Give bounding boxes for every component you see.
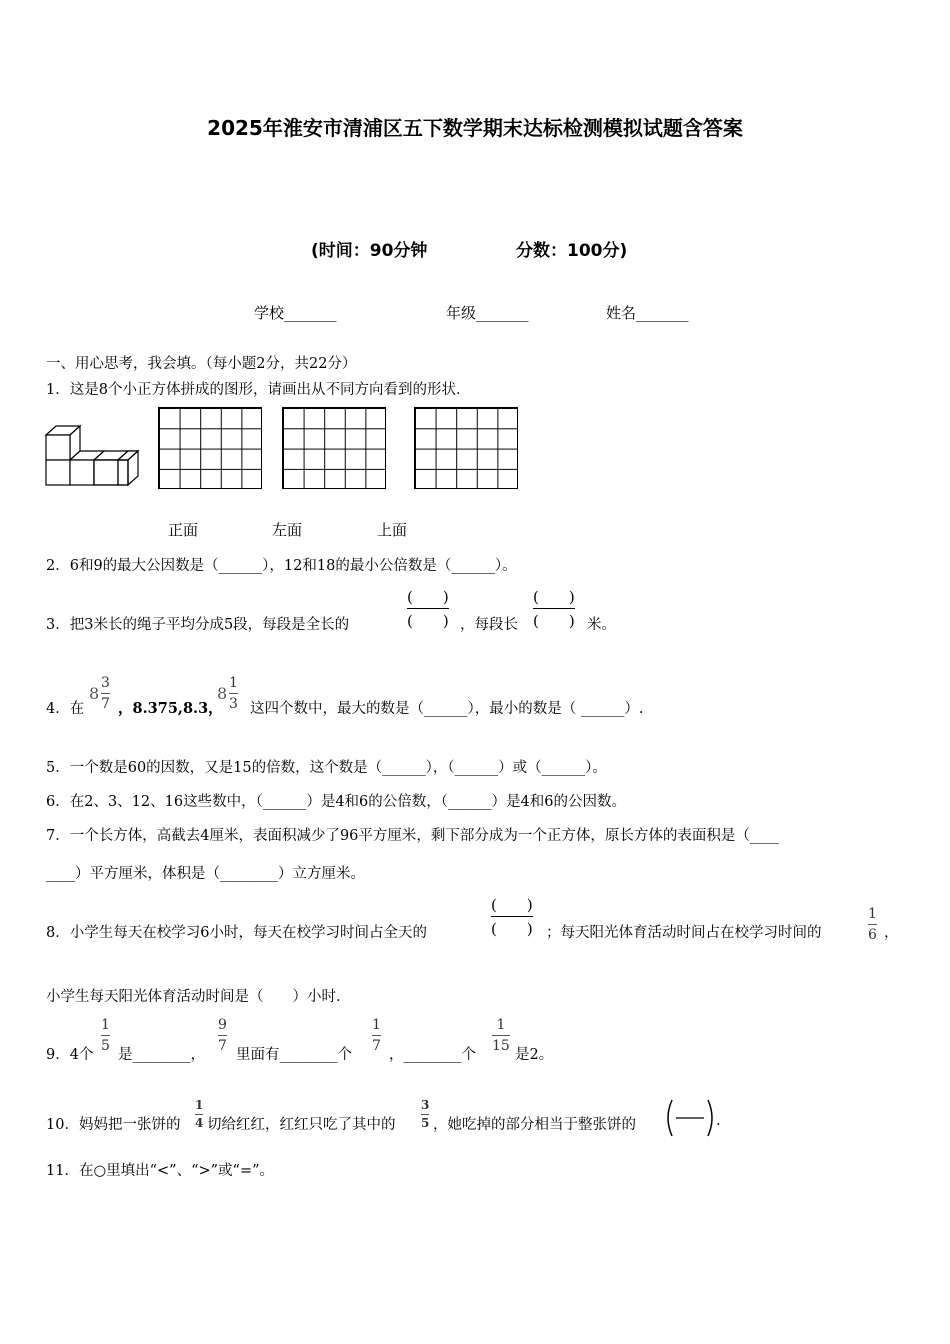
fraction-blank-q3a	[407, 586, 449, 631]
score-label: 分数：100分)	[516, 241, 628, 261]
fraction-blank-q8	[491, 894, 533, 939]
denominator-blank: ( )	[533, 612, 575, 630]
grade-field: 年级_______	[446, 304, 529, 322]
mixed1-fraction: 3 7	[101, 675, 110, 712]
question-9-p3: 里面有________个	[236, 1047, 352, 1063]
question-3-part2: ，每段长	[460, 617, 518, 633]
question-10-p3: ，她吃掉的部分相当于整张饼的	[433, 1117, 636, 1133]
mixed2-whole: 8	[217, 684, 228, 703]
caption-front: 正面	[168, 521, 199, 539]
grid-top[interactable]	[414, 407, 518, 489]
grid-front[interactable]	[158, 407, 262, 489]
question-10-p1: 10．妈妈把一张饼的	[46, 1117, 181, 1133]
question-9-p1: 9．4个	[46, 1047, 94, 1063]
question-7-line2: ____）平方厘米，体积是（________）立方厘米。	[46, 866, 365, 882]
mixed2-fraction: 1 3	[229, 675, 238, 712]
question-1: 1．这是8个小正方体拼成的图形，请画出从不同方向看到的形状．	[46, 382, 471, 398]
question-6: 6．在2、3、12、16这些数中，（______）是4和6的公倍数，（______）是4和6的公因数。	[46, 794, 626, 810]
mixed1-whole: 8	[89, 684, 100, 703]
page-title: 2025年淮安市清浦区五下数学期末达标检测模拟试题含答案	[207, 116, 743, 140]
numerator-blank: ( )	[407, 588, 449, 606]
fraction-q10-2: 3 5	[421, 1098, 430, 1130]
fraction-q10-1: 1 4	[195, 1098, 204, 1130]
fraction-q9-2: 9 7	[218, 1017, 227, 1054]
question-8-line2: 小学生每天阳光体育活动时间是（ ）小时．	[46, 989, 351, 1005]
question-9-p5: 是2。	[515, 1047, 554, 1063]
name-field: 姓名_______	[606, 304, 689, 322]
question-3-part3: 米。	[587, 617, 616, 633]
numerator-blank: ( )	[533, 588, 575, 606]
question-10-p2: 切给红红，红红只吃了其中的	[207, 1117, 396, 1133]
time-label: (时间：90分钟	[311, 241, 428, 261]
question-3-part1: 3．把3米长的绳子平均分成5段，每段是全长的	[46, 617, 350, 633]
question-9-p2: 是________，	[118, 1047, 205, 1063]
question-8-part2: ；每天阳光体育活动时间占在校学习时间的	[546, 925, 822, 941]
caption-top: 上面	[377, 521, 408, 539]
fraction-q9-4: 1 15	[492, 1017, 510, 1054]
question-4-part3: 这四个数中，最大的数是（______），最小的数是（ ______）.	[250, 701, 644, 717]
question-7-line1: 7．一个长方体，高截去4厘米，表面积减少了96平方厘米，剩下部分成为一个正方体，原长方体的表面积是（____	[46, 828, 779, 844]
numerator-blank: ( )	[491, 896, 533, 914]
question-8-part3: ，	[884, 925, 899, 941]
answer-bracket[interactable]	[664, 1098, 716, 1138]
question-4-part2: ，8.375,8.3，	[118, 700, 223, 717]
school-field: 学校_______	[254, 304, 337, 322]
question-2: 2．6和9的最大公因数是（______），12和18的最小公倍数是（______）。	[46, 558, 517, 574]
question-5: 5．一个数是60的因数，又是15的倍数，这个数是（______），（______）或（______）。	[46, 760, 607, 776]
question-9-p4: ，________个	[389, 1047, 476, 1063]
fraction-q9-1: 1 5	[101, 1017, 110, 1054]
fraction-blank-q3b	[533, 586, 575, 631]
section-heading: 一、用心思考，我会填。（每小题2分，共22分）	[46, 356, 357, 372]
question-4-part1: 4．在	[46, 701, 85, 717]
question-11: 11．在○里填出“<”、“>”或“=”。	[46, 1163, 275, 1179]
question-10-p4: .	[716, 1113, 721, 1129]
fraction-one-sixth: 1 6	[868, 906, 877, 943]
cube-figure	[44, 418, 140, 492]
denominator-blank: ( )	[491, 920, 533, 938]
denominator-blank: ( )	[407, 612, 449, 630]
grid-left[interactable]	[282, 407, 386, 489]
question-8-part1: 8．小学生每天在校学习6小时，每天在校学习时间占全天的	[46, 925, 427, 941]
caption-left: 左面	[272, 521, 303, 539]
fraction-q9-3: 1 7	[372, 1017, 381, 1054]
